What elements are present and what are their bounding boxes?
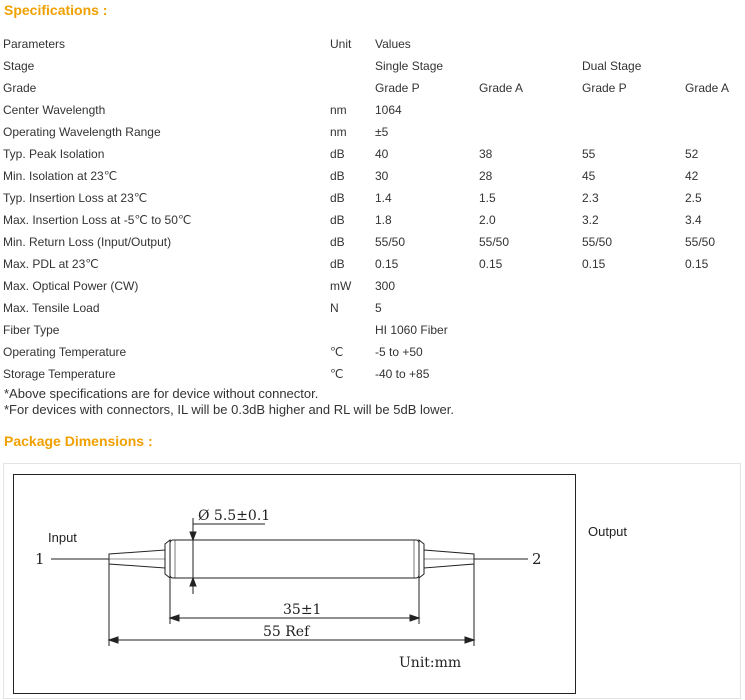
value-single-p: 30 — [375, 169, 389, 183]
value-dual-p: Dual Stage — [582, 59, 642, 73]
param-name: Operating Wavelength Range — [3, 125, 161, 139]
value-dual-a — [685, 55, 740, 77]
specifications-table — [3, 33, 740, 385]
value-single-a: 2.0 — [479, 213, 496, 227]
spec-row — [3, 253, 740, 275]
output-label: Output — [588, 524, 628, 539]
param-name: Center Wavelength — [3, 103, 106, 117]
param-unit: dB — [330, 213, 345, 227]
specifications-heading: Specifications : — [4, 2, 108, 18]
value-single-a — [479, 363, 582, 385]
diameter-label: Ø 5.5±0.1 — [198, 508, 271, 524]
spec-row — [3, 297, 740, 319]
spec-row — [3, 209, 740, 231]
param-unit — [330, 55, 375, 77]
device-outline — [51, 540, 528, 578]
value-single-a — [479, 55, 582, 77]
value-dual-p — [582, 275, 685, 297]
overall-length-label: 55 Ref — [263, 624, 310, 640]
param-unit: dB — [330, 235, 345, 249]
param-name: Parameters — [3, 37, 66, 51]
value-dual-a: 42 — [685, 169, 699, 183]
spec-row — [3, 341, 740, 363]
value-single-a — [479, 33, 582, 55]
param-name: Typ. Peak Isolation — [3, 147, 105, 161]
value-dual-p: 0.15 — [582, 257, 606, 271]
output-end-cap — [419, 540, 424, 578]
value-dual-p — [582, 297, 685, 319]
spec-row — [3, 99, 740, 121]
param-unit: ℃ — [330, 367, 344, 381]
spec-row — [3, 275, 740, 297]
value-single-a — [479, 99, 582, 121]
value-dual-a: 55/50 — [685, 235, 716, 249]
value-single-p: Grade P — [375, 81, 420, 95]
value-dual-p: 45 — [582, 169, 596, 183]
spec-row — [3, 319, 740, 341]
value-single-p: 1.4 — [375, 191, 392, 205]
param-unit: nm — [330, 103, 347, 117]
value-dual-p: 2.3 — [582, 191, 599, 205]
value-dual-a — [685, 341, 740, 363]
param-name: Stage — [3, 59, 35, 73]
spec-row — [3, 363, 740, 385]
value-single-p: 1.8 — [375, 213, 392, 227]
value-single-a: 55/50 — [479, 235, 510, 249]
param-unit — [330, 77, 375, 99]
value-dual-a — [685, 99, 740, 121]
value-single-a: Grade A — [479, 81, 524, 95]
param-unit: mW — [330, 279, 352, 293]
value-single-p: ±5 — [375, 125, 389, 139]
param-name: Grade — [3, 81, 37, 95]
param-unit: dB — [330, 147, 345, 161]
param-name: Max. Optical Power (CW) — [3, 279, 139, 293]
param-unit: N — [330, 301, 339, 315]
value-single-p: HI 1060 Fiber — [375, 323, 448, 337]
spec-row — [3, 143, 740, 165]
value-single-p: -5 to +50 — [375, 345, 423, 359]
port-2-label: 2 — [532, 550, 542, 568]
param-name: Storage Temperature — [3, 367, 116, 381]
input-end-cap — [165, 540, 170, 578]
param-unit: ℃ — [330, 345, 344, 359]
value-single-p: 0.15 — [375, 257, 399, 271]
value-dual-a: 52 — [685, 147, 699, 161]
value-dual-a: 0.15 — [685, 257, 709, 271]
value-single-p: 300 — [375, 279, 396, 293]
port-1-label: 1 — [35, 550, 45, 568]
value-single-p: -40 to +85 — [375, 367, 430, 381]
param-unit: dB — [330, 169, 345, 183]
value-dual-p — [582, 363, 685, 385]
value-single-p: Single Stage — [375, 59, 444, 73]
spec-row — [3, 55, 740, 77]
spec-note-with-connectors: *For devices with connectors, IL will be 0.3dB higher and RL will be 5dB lower. — [4, 402, 454, 417]
drawing-frame — [14, 475, 576, 694]
value-dual-a: Grade A — [685, 81, 730, 95]
spec-row — [3, 33, 740, 55]
value-single-p: 1064 — [375, 103, 402, 117]
package-dimensions-heading: Package Dimensions : — [4, 433, 153, 449]
unit-label: Unit:mm — [399, 655, 462, 671]
param-unit: nm — [330, 125, 347, 139]
spec-note-connector-free: *Above specifications are for device without connector. — [4, 386, 319, 401]
value-single-p: 5 — [375, 301, 382, 315]
value-single-a — [479, 275, 582, 297]
value-dual-a: 3.4 — [685, 213, 702, 227]
value-dual-a — [685, 33, 740, 55]
spec-row — [3, 165, 740, 187]
spec-row — [3, 187, 740, 209]
param-unit — [330, 319, 375, 341]
package-dimension-drawing — [13, 474, 576, 694]
param-name: Max. PDL at 23℃ — [3, 257, 99, 271]
value-dual-p: 55/50 — [582, 235, 613, 249]
value-single-p: 55/50 — [375, 235, 406, 249]
value-dual-p — [582, 33, 685, 55]
param-name: Max. Insertion Loss at -5℃ to 50℃ — [3, 213, 192, 227]
param-name: Min. Isolation at 23℃ — [3, 169, 118, 183]
param-name: Max. Tensile Load — [3, 301, 100, 315]
value-dual-p: 3.2 — [582, 213, 599, 227]
value-dual-a — [685, 319, 740, 341]
value-dual-a — [685, 297, 740, 319]
input-label: Input — [48, 530, 77, 545]
diameter-dimension — [190, 518, 265, 594]
value-dual-p — [582, 121, 685, 143]
param-name: Fiber Type — [3, 323, 60, 337]
value-single-a: 1.5 — [479, 191, 496, 205]
value-dual-p: Grade P — [582, 81, 627, 95]
value-dual-p — [582, 99, 685, 121]
value-single-a — [479, 341, 582, 363]
value-single-a — [479, 319, 582, 341]
value-dual-p — [582, 319, 685, 341]
value-single-a — [479, 297, 582, 319]
value-single-a: 38 — [479, 147, 493, 161]
value-dual-a: 2.5 — [685, 191, 702, 205]
param-name: Min. Return Loss (Input/Output) — [3, 235, 172, 249]
value-single-a — [479, 121, 582, 143]
isolator-body — [170, 540, 419, 578]
body-length-label: 35±1 — [283, 602, 322, 618]
value-dual-p: 55 — [582, 147, 596, 161]
param-unit: dB — [330, 191, 345, 205]
param-unit: Unit — [330, 37, 352, 51]
value-dual-a — [685, 121, 740, 143]
spec-row — [3, 121, 740, 143]
param-name: Typ. Insertion Loss at 23℃ — [3, 191, 148, 205]
value-dual-a — [685, 275, 740, 297]
value-single-p: Values — [375, 37, 411, 51]
spec-row — [3, 77, 740, 99]
param-name: Operating Temperature — [3, 345, 127, 359]
value-dual-a — [685, 363, 740, 385]
param-unit: dB — [330, 257, 345, 271]
spec-row — [3, 231, 740, 253]
value-single-a: 28 — [479, 169, 493, 183]
value-dual-p — [582, 341, 685, 363]
value-single-a: 0.15 — [479, 257, 503, 271]
value-single-p: 40 — [375, 147, 389, 161]
